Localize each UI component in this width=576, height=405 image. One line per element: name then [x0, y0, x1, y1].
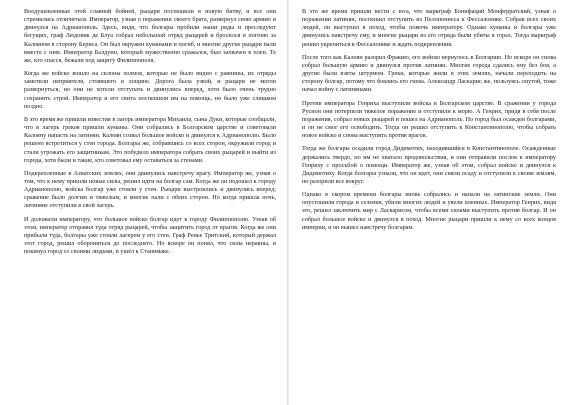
paragraph: Подкрепленные в Азиатских землях, они двинулись навстречу врагу. Император же, узнав о том, что к нему пришли новые силы, решил идти на болгар сам. Когда же он подошел к городу Адрианополю, войска болгар уже стояли у стен. Рыцари выстроились и двинулись вперед; сражение было долгим и тяжелым, и многие пали с обеих сторон. Но когда пришла ночь, латиняне отступили в свой лагерь.: [24, 169, 276, 210]
paragraph: После того как Калоян разорил Фракию, его войско вернулось в Болгарию. Но вскоре он снова собрал большую армию и двинулся против латинян. Многие города сдались ему без боя, а другие были взяты штурмом. Греки, которые жили в этих землях, начали переходить на сторону болгар, потому что боялись его гнева. Александр Ласкарис же, пользуясь смутой, тоже начал войну с латинянами.: [302, 53, 556, 94]
paragraph: Тогда же болгары осадили город Дидимотих, находившийся в Константинополе. Осажденные держались твердо, но им не хватало продовольствия, и они отправили послов к императору Генриху с просьбой о помощи. Император же, узнав об этом, собрал войско и двинулся к Дидимотиху. Когда болгары узнали, что он идет, они сняли осаду и отступили к своим землям, но разорили все вокруг.: [302, 145, 556, 185]
paragraph: И доложили императору, что большое войско болгар идет к городу Филиппополю. Узнав об этом, император отправил туда отряд рыцарей, чтобы защитить город от врагов. Когда же они прибыли туда, болгары уже стояли лагерем у его стен. Граф Ренье Тритский, который держал этот город, решил обороняться до последнего. Но вскоре он понял, что силы неравны, и покинул город со своими людьми, и ушёл к Станимаке.: [24, 215, 276, 256]
paragraph: Когда же войско вошло на склоны холмов, которые не было видно с равнины, их отряды заметили неприятеля, стоявшего в лощине. Дорога была узкой, и рыцари не могли развернуться, но они не хотели отступать и двинулись вперед, хотя было очень трудно сохранить строй. Император и его свита поспешили им на помощь, но было уже слишком поздно.: [24, 70, 276, 110]
paragraph: Воодушевленные этой славной бойней, рыцари поспешили в новую битву, и все они стремились отличиться. Император, узнав о поражении своего брата, развернул свою армию и двинулся на Адрианополь. Здесь, видя, что болгары пробили наши ряды и преследуют бегущих, граф Людовик де Блуа собрал небольшой отряд рыцарей и бросился в погоню за Калояном в сторону Бериса. Он был окружен куманами и погиб, и многие другие рыцари пали вместе с ним. Император Балдуин, который мужественно сражался, был захвачен в плен. Те же, кто спасся, бежали под защиту Филиппополя.: [24, 8, 276, 64]
paragraph: Однако в скором времени болгары вновь собрались и напали на латинские земли. Они опустошили города и селения, убили многих людей и увели пленных. Император Генрих, видя это, решил заключить мир с Ласкарисом, чтобы всеми силами выступить против болгар. И он собрал большое войско и двинулся в поход. Многие рыцари пришли к нему со всех концов империи, и он вышел навстречу болгарам.: [302, 191, 556, 231]
paragraph: В это же время пришли вести с юга, что маркграф Бонифаций Монферратский, узнав о поражении латинян, поспешил отступить из Пелопоннеса к Фессалонике. Собрав всех своих людей, он выступил в поход, чтобы помочь императору. Однако куманы и болгары уже двинулись навстречу ему, и многие рыцари из его отряда были убиты в горах. Тогда маркграф решил укрепиться в Фессалонике и ждать подкрепления.: [302, 8, 556, 48]
paragraph: Против императора Генриха выступили войска в Болгарском царстве. В сражении у города Русион они потерпели тяжелое поражение и отступили к морю. А Генрих, придя в себя после поражения, собрал новых рыцарей и пошел на Адрианополь. Но город был осажден болгарами, и он не смог его освободить. Тогда он решил отступить к Константинополю, чтобы собрать новое войско и снова выступить против врагов.: [302, 99, 556, 140]
right-page: [288, 0, 576, 405]
paragraph: В это время же пришли известия в лагерь императора Михаила, сына Дуки, которые сообщали, что в лагерь греков пришли куманы. Они собрались в Болгарском царстве и советовали Калояну напасть на латинян. Калоян созвал большое войско и двинулся к Адрианополю. Было решено встретиться у стен города. Болгары же, собравшись со всех сторон, окружили город и стали угрожать его защитникам. Это побудило императора собрать своих рыцарей и выйти из города, хотя были и такие, кто советовал ему оставаться за стенами.: [24, 115, 276, 164]
